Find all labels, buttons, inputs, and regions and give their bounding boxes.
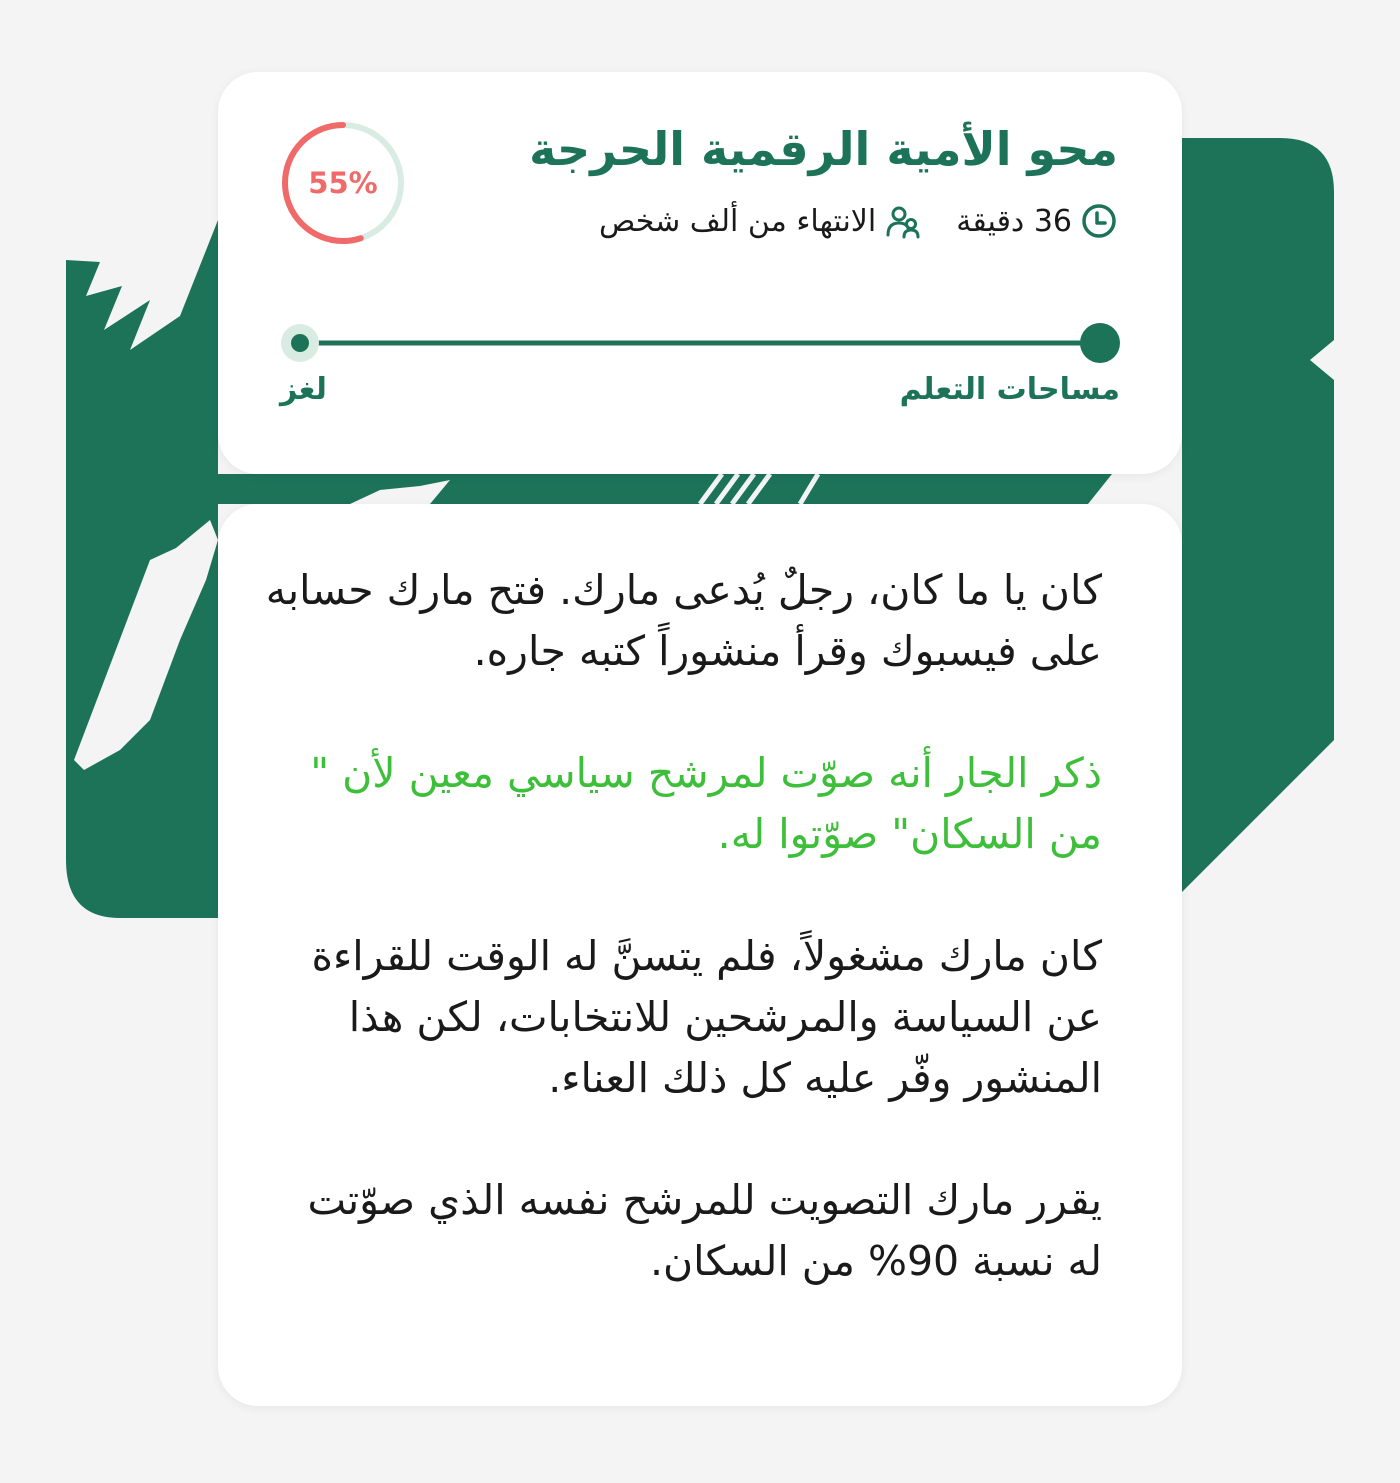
- completions-info: [599, 202, 922, 240]
- path-end-label[interactable]: لغز: [280, 372, 327, 407]
- story-paragraph-highlight: ذكر الجار أنه صوّت لمرشح سياسي معين لأن " من السكان" صوّتوا له.: [310, 749, 1102, 858]
- path-start-node: [1080, 323, 1120, 363]
- story-card: [218, 504, 1182, 1406]
- path-end-node: [291, 334, 309, 352]
- course-meta: [599, 202, 1118, 240]
- green-band: [218, 474, 1112, 504]
- duration-info: [956, 202, 1118, 240]
- story-paragraph-1: كان يا ما كان، رجلٌ يُدعى مارك. فتح مارك حسابه على فيسبوك وقرأ منشوراً كتبه جاره.: [265, 566, 1102, 675]
- green-panel-right: [1182, 138, 1334, 892]
- path-start-label[interactable]: مساحات التعلم: [899, 372, 1120, 407]
- learning-path-track: [278, 318, 1122, 368]
- story-paragraph-3: كان مارك مشغولاً، فلم يتسنَّ له الوقت للقراءة عن السياسة والمرشحين للانتخابات، لكن هذا المنشور وفّر عليه كل ذلك العناء.: [311, 932, 1102, 1102]
- course-title: محو الأمية الرقمية الحرجة: [529, 122, 1118, 176]
- progress-percent: 55%: [308, 166, 378, 200]
- story-paragraph-4: يقرر مارك التصويت للمرشح نفسه الذي صوّتت له نسبة 90% من السكان.: [307, 1176, 1102, 1285]
- clock-icon: [1080, 202, 1118, 240]
- people-icon: [884, 202, 922, 240]
- story-text: [262, 560, 1102, 1292]
- duration-text: 36 دقيقة: [956, 203, 1072, 239]
- course-card: [218, 72, 1182, 474]
- completions-text: الانتهاء من ألف شخص: [599, 203, 877, 239]
- progress-ring: [280, 120, 406, 246]
